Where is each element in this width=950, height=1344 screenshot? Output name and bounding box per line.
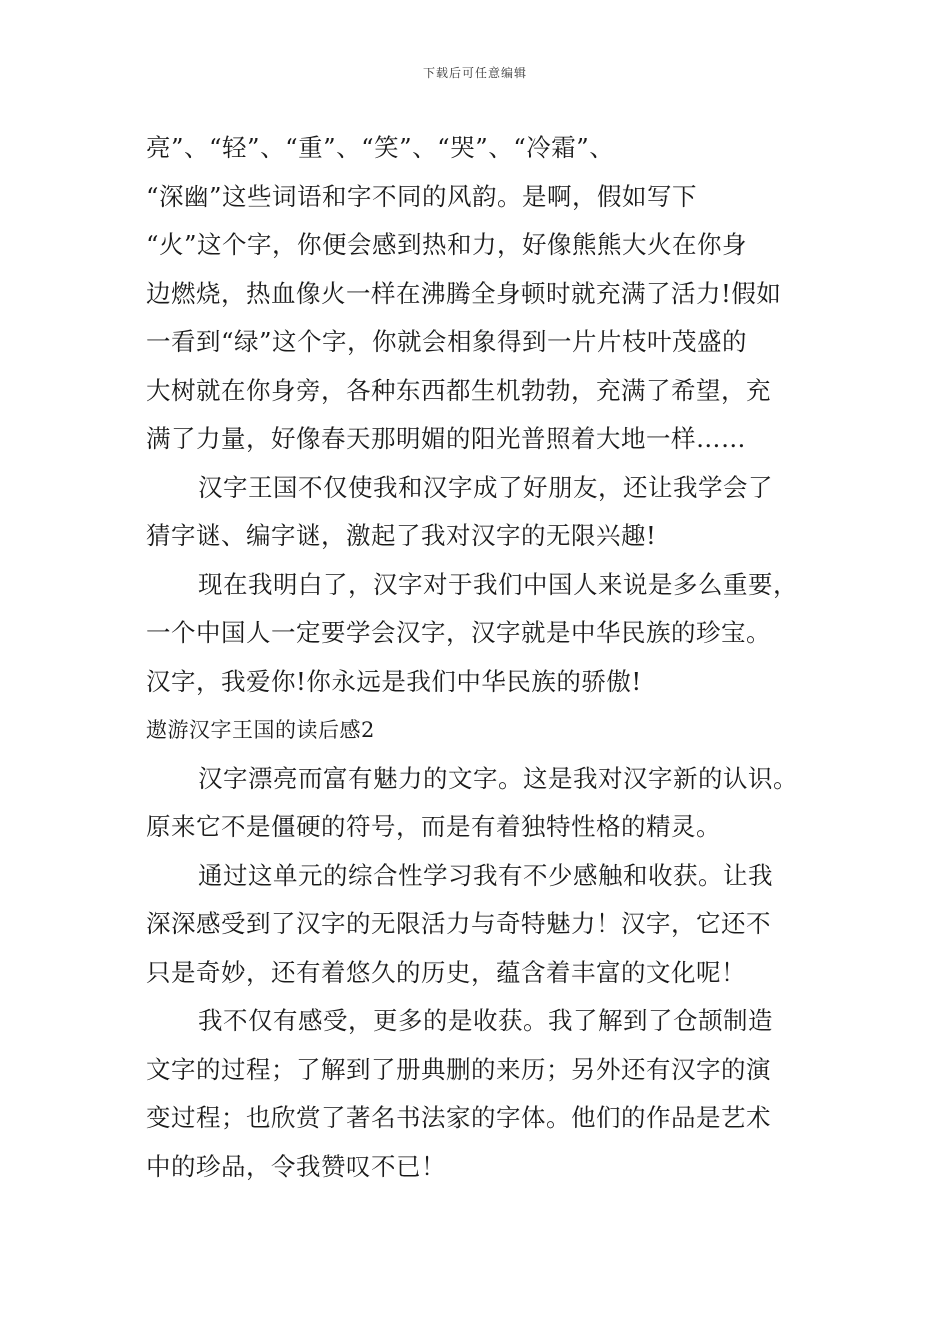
text-line: 深深感受到了汉字的无限活力与奇特魅力！汉字，它还不 xyxy=(146,909,771,938)
text-line: 一个中国人一定要学会汉字，汉字就是中华民族的珍宝。 xyxy=(146,618,771,647)
text-line: 大树就在你身旁，各种东西都生机勃勃，充满了希望，充 xyxy=(146,375,771,405)
paragraph-start-line: 我不仅有感受，更多的是收获。我了解到了仓颉制造 xyxy=(198,1006,773,1035)
paragraph-start-line: 通过这单元的综合性学习我有不少感触和收获。让我 xyxy=(198,860,773,890)
text-line: 原来它不是僵硬的符号，而是有着独特性格的精灵。 xyxy=(146,812,721,841)
text-line: 满了力量，好像春天那明媚的阳光普照着大地一样…… xyxy=(146,424,746,453)
text-line: 文字的过程；了解到了册典删的来历；另外还有汉字的演 xyxy=(146,1054,771,1084)
text-line: 边燃烧，热血像火一样在沸腾全身顿时就充满了活力!假如 xyxy=(146,278,782,308)
text-line: “火”这个字，你便会感到热和力，好像熊熊大火在你身 xyxy=(146,230,748,259)
text-line: 一看到“绿”这个字，你就会相象得到一片片枝叶茂盛的 xyxy=(146,327,748,356)
text-line: 猜字谜、编字谜，激起了我对汉字的无限兴趣! xyxy=(146,521,657,550)
text-line: “深幽”这些词语和字不同的风韵。是啊，假如写下 xyxy=(146,181,698,211)
paragraph-start-line: 汉字王国不仅使我和汉字成了好朋友，还让我学会了 xyxy=(198,472,773,502)
paragraph-start-line: 现在我明白了，汉字对于我们中国人来说是多么重要， xyxy=(198,569,798,599)
section-heading: 遨游汉字王国的读后感2 xyxy=(146,718,375,742)
paragraph-start-line: 汉字漂亮而富有魅力的文字。这是我对汉字新的认识。 xyxy=(198,763,798,793)
text-line: 中的珍品，令我赞叹不已！ xyxy=(146,1151,446,1181)
text-line: 变过程；也欣赏了著名书法家的字体。他们的作品是艺术 xyxy=(146,1103,771,1132)
text-line: 只是奇妙，还有着悠久的历史，蕴含着丰富的文化呢！ xyxy=(146,957,746,987)
text-line: 汉字，我爱你!你永远是我们中华民族的骄傲! xyxy=(146,666,642,696)
document-body xyxy=(146,124,836,1191)
page-header: 下载后可任意编辑 xyxy=(422,66,527,80)
text-line: 亮”、“轻”、“重”、“笑”、“哭”、“冷霜”、 xyxy=(146,133,615,162)
